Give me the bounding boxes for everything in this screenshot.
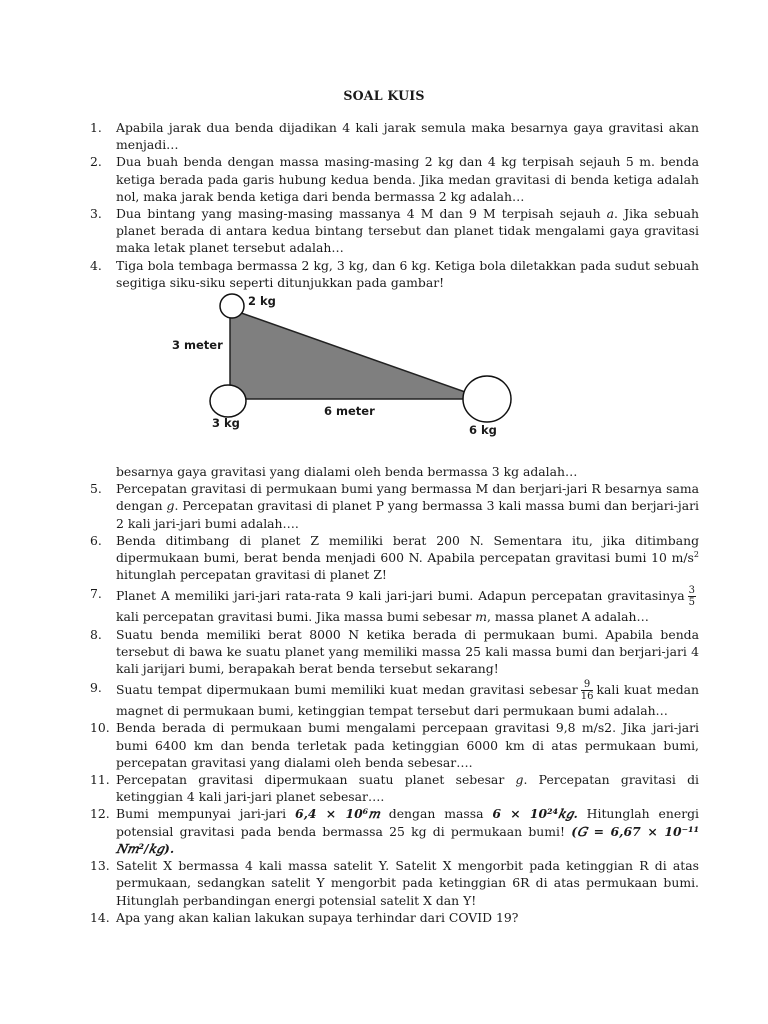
fraction-numerator: 9 bbox=[581, 679, 594, 691]
question-text-b: dengan massa bbox=[379, 806, 493, 822]
triangle-diagram bbox=[90, 293, 699, 463]
label-right-mass: 6 kg bbox=[469, 423, 497, 438]
question-text-a: Benda ditimbang di planet Z memiliki berat 200 N. Sementara itu, jika ditimbang dipermukaan bumi, berat benda menjadi 600 N. Apabila percepatan gravitasi bumi 10 m/s bbox=[116, 532, 699, 566]
question-text: Tiga bola tembaga bermassa 2 kg, 3 kg, dan 6 kg. Ketiga bola diletakkan pada sudut sebuah segitiga siku-siku seperti ditunjukkan pada gambar! bbox=[116, 257, 699, 290]
question-text-a: Bumi mempunyai jari-jari bbox=[116, 806, 295, 822]
question-11 bbox=[90, 771, 699, 805]
question-9 bbox=[90, 679, 699, 719]
label-vertical-distance: 3 meter bbox=[172, 338, 223, 353]
question-text-b: kali kuat medan magnet di permukaan bumi, ketinggian tempat tersebut dari permukaan bumi adalah… bbox=[116, 682, 700, 719]
question-1 bbox=[90, 119, 699, 153]
label-left-mass: 3 kg bbox=[212, 416, 240, 431]
question-text: Apabila jarak dua benda dijadikan 4 kali jarak semula maka besarnya gaya gravitasi akan menjadi… bbox=[116, 120, 699, 153]
page-title: SOAL KUIS bbox=[343, 88, 425, 103]
math-radius: 6,4 × 10⁶𝑚 bbox=[294, 806, 380, 822]
question-text: Percepatan gravitasi dipermukaan suatu planet sebesar 𝑔. Percepatan gravitasi di ketinggian 4 kali jari-jari planet sebesar…. bbox=[116, 772, 699, 805]
fraction bbox=[581, 679, 594, 702]
question-number: 3. bbox=[90, 206, 102, 222]
math-mass: 6 × 10²⁴𝑘𝑔. bbox=[492, 806, 578, 822]
fraction-denominator: 5 bbox=[688, 597, 695, 609]
question-text-b: hitunglah percepatan gravitasi di planet Z! bbox=[116, 567, 387, 583]
question-text-a: Planet A memiliki jari-jari rata-rata 9 kali jari-jari bumi. Adapun percepatan gravitasinya bbox=[116, 588, 685, 604]
question-12 bbox=[90, 805, 699, 857]
superscript: 2 bbox=[693, 549, 699, 559]
question-text: Satelit X bermassa 4 kali massa satelit Y. Satelit X mengorbit pada ketinggian R di atas permukaan, sedangkan satelit Y mengorbit pada ketinggian 6R di atas permukaan bumi. Hitunglah perbandingan energi potensial satelit X dan Y! bbox=[116, 858, 699, 908]
question-14 bbox=[90, 909, 699, 926]
label-horizontal-distance: 6 meter bbox=[324, 404, 375, 419]
question-text-c: Hitunglah energi potensial gravitasi pada benda bermassa 25 kg di permukaan bumi! bbox=[116, 806, 700, 839]
question-text: Percepatan gravitasi di permukaan bumi yang bermassa M dan berjari-jari R besarnya sama dengan 𝑔. Percepatan gravitasi di planet P yang bermassa 3 kali massa bumi dan berjari-jari 2 kali jari-jari bumi adalah…. bbox=[116, 481, 699, 531]
question-text: Dua buah benda dengan massa masing-masing 2 kg dan 4 kg terpisah sejauh 5 m. benda ketiga berada pada garis hubung kedua benda. Jika medan gravitasi di benda ketiga adalah nol, maka jarak benda ketiga dari benda bermassa 2 kg adalah… bbox=[116, 154, 699, 204]
question-4 bbox=[90, 257, 699, 291]
question-text: Apa yang akan kalian lakukan supaya terhindar dari COVID 19? bbox=[116, 909, 519, 925]
label-top-mass: 2 kg bbox=[248, 294, 276, 309]
question-number: 4. bbox=[90, 257, 102, 273]
question-13 bbox=[90, 857, 699, 909]
question-6 bbox=[90, 532, 699, 584]
question-number: 5. bbox=[90, 481, 102, 497]
fraction-numerator: 3 bbox=[688, 585, 695, 597]
question-2 bbox=[90, 153, 699, 205]
question-text: Dua bintang yang masing-masing massanya 4 M dan 9 M terpisah sejauh 𝑎. Jika sebuah planet berada di antara kedua bintang tersebut dan planet tidak mengalami gaya gravitasi maka letak planet tersebut adalah… bbox=[116, 206, 699, 256]
question-list bbox=[90, 119, 699, 926]
question-number: 1. bbox=[90, 120, 102, 135]
question-text-b: kali percepatan gravitasi bumi. Jika massa bumi sebesar 𝑚, massa planet A adalah… bbox=[116, 609, 649, 625]
question-text-a: Suatu tempat dipermukaan bumi memiliki kuat medan gravitasi sebesar bbox=[116, 682, 578, 698]
question-number: 7. bbox=[90, 586, 102, 602]
question-3 bbox=[90, 205, 699, 257]
right-triangle bbox=[230, 309, 485, 399]
triangle-figure bbox=[90, 293, 699, 463]
mass-2kg-ball bbox=[220, 294, 244, 318]
question-number: 14. bbox=[90, 909, 110, 925]
question-number: 8. bbox=[90, 626, 102, 642]
question-5 bbox=[90, 480, 699, 532]
question-number: 11. bbox=[90, 772, 110, 788]
math-gravitational-constant: (𝐺 = 6,67 × 10⁻¹¹ 𝑁𝑚²/𝑘𝑔). bbox=[116, 823, 699, 856]
mass-3kg-ball bbox=[210, 385, 246, 417]
question-number: 13. bbox=[90, 858, 110, 874]
question-7 bbox=[90, 585, 699, 625]
question-number: 10. bbox=[90, 720, 110, 736]
question-number: 9. bbox=[90, 680, 102, 696]
question-text: Suatu benda memiliki berat 8000 N ketika berada di permukaan bumi. Apabila benda tersebut di bawa ke suatu planet yang memiliki massa 25 kali massa bumi dan berjari-jari 4 kali jarijari bumi, berapakah berat benda tersebut sekarang! bbox=[116, 626, 699, 677]
question-4-continuation: besarnya gaya gravitasi yang dialami oleh benda bermassa 3 kg adalah… bbox=[116, 464, 578, 480]
question-number: 2. bbox=[90, 154, 102, 170]
question-10 bbox=[90, 719, 699, 771]
fraction-denominator: 16 bbox=[580, 691, 594, 703]
question-text: Benda berada di permukaan bumi mengalami percepaan gravitasi 9,8 m/s2. Jika jari-jari bumi 6400 km dan benda terletak pada ketinggian 6000 km di atas permukaan bumi, percepatan gravitasi yang dialami oleh benda sebesar…. bbox=[116, 720, 699, 770]
question-8 bbox=[90, 626, 699, 678]
question-number: 12. bbox=[90, 806, 110, 822]
question-number: 6. bbox=[90, 532, 102, 548]
fraction bbox=[688, 585, 696, 608]
mass-6kg-ball bbox=[463, 376, 511, 422]
